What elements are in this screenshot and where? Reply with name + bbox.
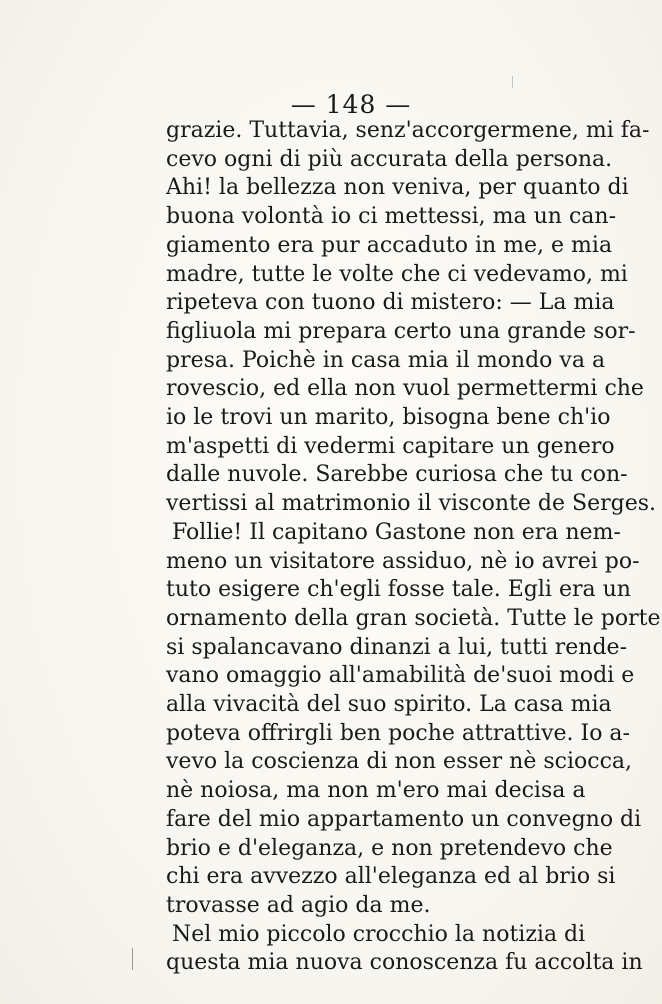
text-line: grazie. Tuttavia, senz'accorgermene, mi fa- (166, 118, 650, 143)
text-line: tuto esigere ch'egli fosse tale. Egli era un (166, 577, 631, 603)
text-line: dalle nuvole. Sarebbe curiosa che tu con- (166, 462, 628, 488)
text-line: alla vivacità del suo spirito. La casa mia (166, 692, 612, 718)
text-line: madre, tutte le volte che ci vedevamo, mi (166, 261, 628, 287)
text-line: chi era avvezzo all'eleganza ed al brio si (166, 864, 616, 890)
text-line: vano omaggio all'amabilità de'suoi modi e (166, 663, 635, 689)
page-number: — 148 — (290, 90, 412, 119)
body-text (166, 117, 661, 978)
text-line: vertissi al matrimonio il visconte de Serges. (166, 491, 657, 517)
paragraph-3 (166, 921, 643, 978)
text-line: nè noiosa, ma non m'ero mai decisa a (166, 778, 586, 804)
paragraph-1 (166, 117, 657, 519)
text-line: questa mia nuova conoscenza fu accolta in (166, 950, 643, 976)
text-line: brio e d'eleganza, e non pretendevo che (166, 835, 613, 861)
text-line: si spalancavano dinanzi a lui, tutti rende- (166, 634, 628, 660)
paper-speck-mark (512, 76, 513, 88)
paper-speck-mark (132, 948, 133, 970)
text-line: buona volontà io ci mettessi, ma un can- (166, 204, 617, 230)
text-line: Nel mio piccolo crocchio la notizia di (172, 921, 586, 947)
text-line: rovescio, ed ella non vuol permettermi che (166, 376, 644, 402)
paragraph-2 (166, 519, 661, 921)
text-line: m'aspetti di vedermi capitare un genero (166, 433, 615, 459)
text-line: giamento era pur accaduto in me, e mia (166, 232, 613, 258)
text-line: io le trovi un marito, bisogna bene ch'io (166, 405, 611, 431)
text-line: trovasse ad agio da me. (166, 892, 431, 918)
text-line: Ahi! la bellezza non veniva, per quanto di (166, 175, 629, 201)
text-line: ripeteva con tuono di mistero: — La mia (166, 290, 615, 316)
text-line: ornamento della gran società. Tutte le porte (166, 605, 661, 631)
text-line: poteva offrirgli ben poche attrattive. Io a- (166, 720, 630, 746)
text-line: meno un visitatore assiduo, nè io avrei po- (166, 548, 640, 574)
text-line: Follie! Il capitano Gastone non era nem- (172, 519, 621, 545)
text-line: fare del mio appartamento un convegno di (166, 806, 642, 832)
text-line: cevo ogni di più accurata della persona. (166, 146, 613, 172)
text-line: presa. Poichè in casa mia il mondo va a (166, 347, 606, 373)
text-line: vevo la coscienza di non esser nè sciocca, (166, 749, 633, 775)
text-line: figliuola mi prepara certo una grande sor- (166, 318, 636, 344)
